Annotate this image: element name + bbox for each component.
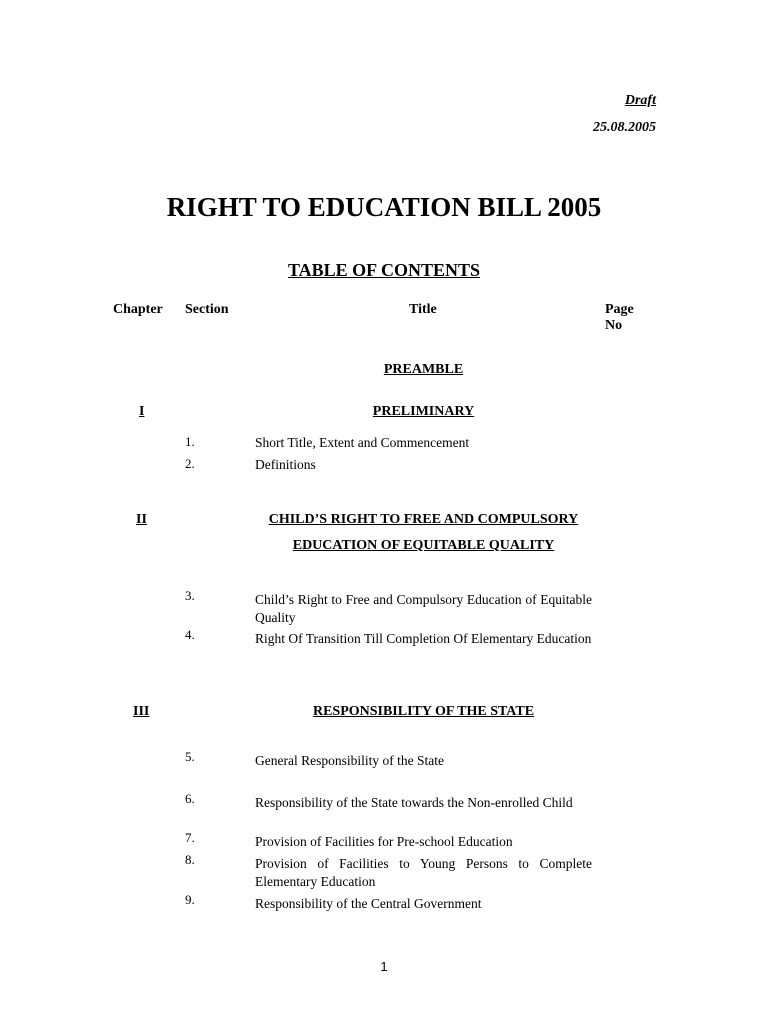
draft-date: 25.08.2005 [593, 120, 656, 135]
section-number: 2. [185, 456, 195, 471]
section-title: Short Title, Extent and Commencement [255, 435, 470, 450]
section-number: 5. [185, 749, 195, 764]
column-header-page-line1: Page [605, 302, 634, 317]
chapter-title: RESPONSIBILITY OF THE STATE [312, 704, 535, 719]
section-number: 6. [185, 791, 195, 806]
section-number: 1. [185, 434, 195, 449]
section-title: Right Of Transition Till Completion Of Elementary Education [255, 631, 592, 646]
column-header-page [605, 302, 634, 334]
document-title: RIGHT TO EDUCATION BILL 2005 [166, 192, 602, 222]
section-title: Child’s Right to Free and Compulsory Education of Equitable Quality [255, 592, 592, 625]
section-title: Provision of Facilities for Pre-school Education [255, 834, 513, 849]
section-number: 7. [185, 830, 195, 845]
page-number: 1 [380, 959, 388, 974]
chapter-title: PRELIMINARY [372, 404, 475, 419]
section-title: Responsibility of the State towards the Non-enrolled Child [255, 795, 573, 810]
chapter-title: CHILD’S RIGHT TO FREE AND COMPULSORY [268, 512, 579, 527]
chapter-title: EDUCATION OF EQUITABLE QUALITY [292, 538, 555, 553]
section-number: 3. [185, 588, 195, 603]
toc-heading: TABLE OF CONTENTS [287, 260, 481, 280]
column-header-chapter: Chapter [113, 302, 163, 317]
chapter-number: III [133, 704, 150, 719]
column-header-page-line2: No [605, 318, 623, 333]
column-header-section: Section [185, 302, 229, 317]
section-number: 9. [185, 892, 195, 907]
section-title: General Responsibility of the State [255, 753, 444, 768]
chapter-number: I [139, 404, 145, 419]
section-number: 4. [185, 627, 195, 642]
section-title: Responsibility of the Central Government [255, 896, 482, 911]
column-header-title: Title [409, 302, 437, 317]
draft-label: Draft [624, 93, 656, 108]
preamble-heading: PREAMBLE [383, 362, 464, 377]
chapter-number: II [136, 512, 147, 527]
section-title: Provision of Facilities to Young Persons to Complete Elementary Education [255, 856, 592, 889]
section-number: 8. [185, 852, 195, 867]
section-title: Definitions [255, 457, 316, 472]
